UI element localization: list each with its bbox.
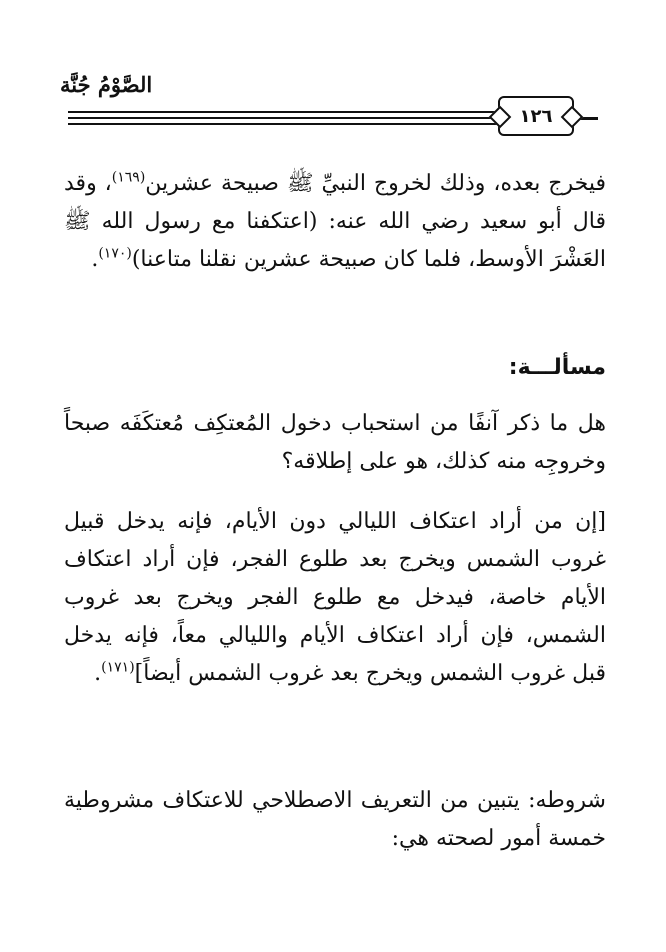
- header-rule: [68, 117, 498, 119]
- page-number: ١٢٦: [519, 105, 553, 127]
- footnote-ref-169: (١٦٩): [111, 169, 146, 186]
- footnote-ref-170: (١٧٠): [98, 245, 132, 262]
- paragraph-question: [64, 405, 606, 481]
- paragraph-conditions-text: شروطه: يتبين من التعريف الاصطلاحي للاعتكاف مشروطية خمسة أمور لصحته هي:: [64, 788, 606, 851]
- running-header-title: الصَّوْمُ جُنَّة: [60, 72, 153, 97]
- paragraph-conditions: [64, 782, 606, 858]
- paragraph-1-end: .: [91, 247, 99, 272]
- header-rule: [68, 123, 498, 125]
- section-heading: مسألـــة:: [508, 355, 606, 380]
- footnote-ref-171: (١٧١): [101, 659, 135, 676]
- paragraph-question-text: هل ما ذكر آنفًا من استحباب دخول المُعتكِف مُعتكَفَه صبحاً وخروجِه منه كذلك، هو على إطلاقه؟: [64, 411, 606, 474]
- paragraph-1: [64, 165, 606, 279]
- header-rule: [68, 111, 498, 113]
- paragraph-1-text: فيخرج بعده، وذلك لخروج النبيِّ ﷺ صبيحة عشرين: [145, 171, 606, 196]
- paragraph-quote-end: .: [94, 661, 102, 686]
- paragraph-1-text-2: ، وقد قال أبو سعيد رضي الله عنه: (اعتكفنا مع رسول الله ﷺ العَشْرَ الأوسط، فلما كان صبيحة عشرين نقلنا متاعنا): [64, 171, 606, 272]
- paragraph-quote: [64, 503, 606, 693]
- page-number-frame: [498, 96, 574, 136]
- paragraph-quote-text: [إن من أراد اعتكاف الليالي دون الأيام، فإنه يدخل قبيل غروب الشمس ويخرج بعد طلوع الفجر، فإن أراد اعتكاف الأيام خاصة، فيدخل مع طلوع الفجر ويخرج بعد غروب الشمس، فإن أراد اعتكاف الأيام والليالي معاً، فإنه يدخل قبل غروب الشمس ويخرج بعد غروب الشمس أيضاً]: [64, 509, 606, 686]
